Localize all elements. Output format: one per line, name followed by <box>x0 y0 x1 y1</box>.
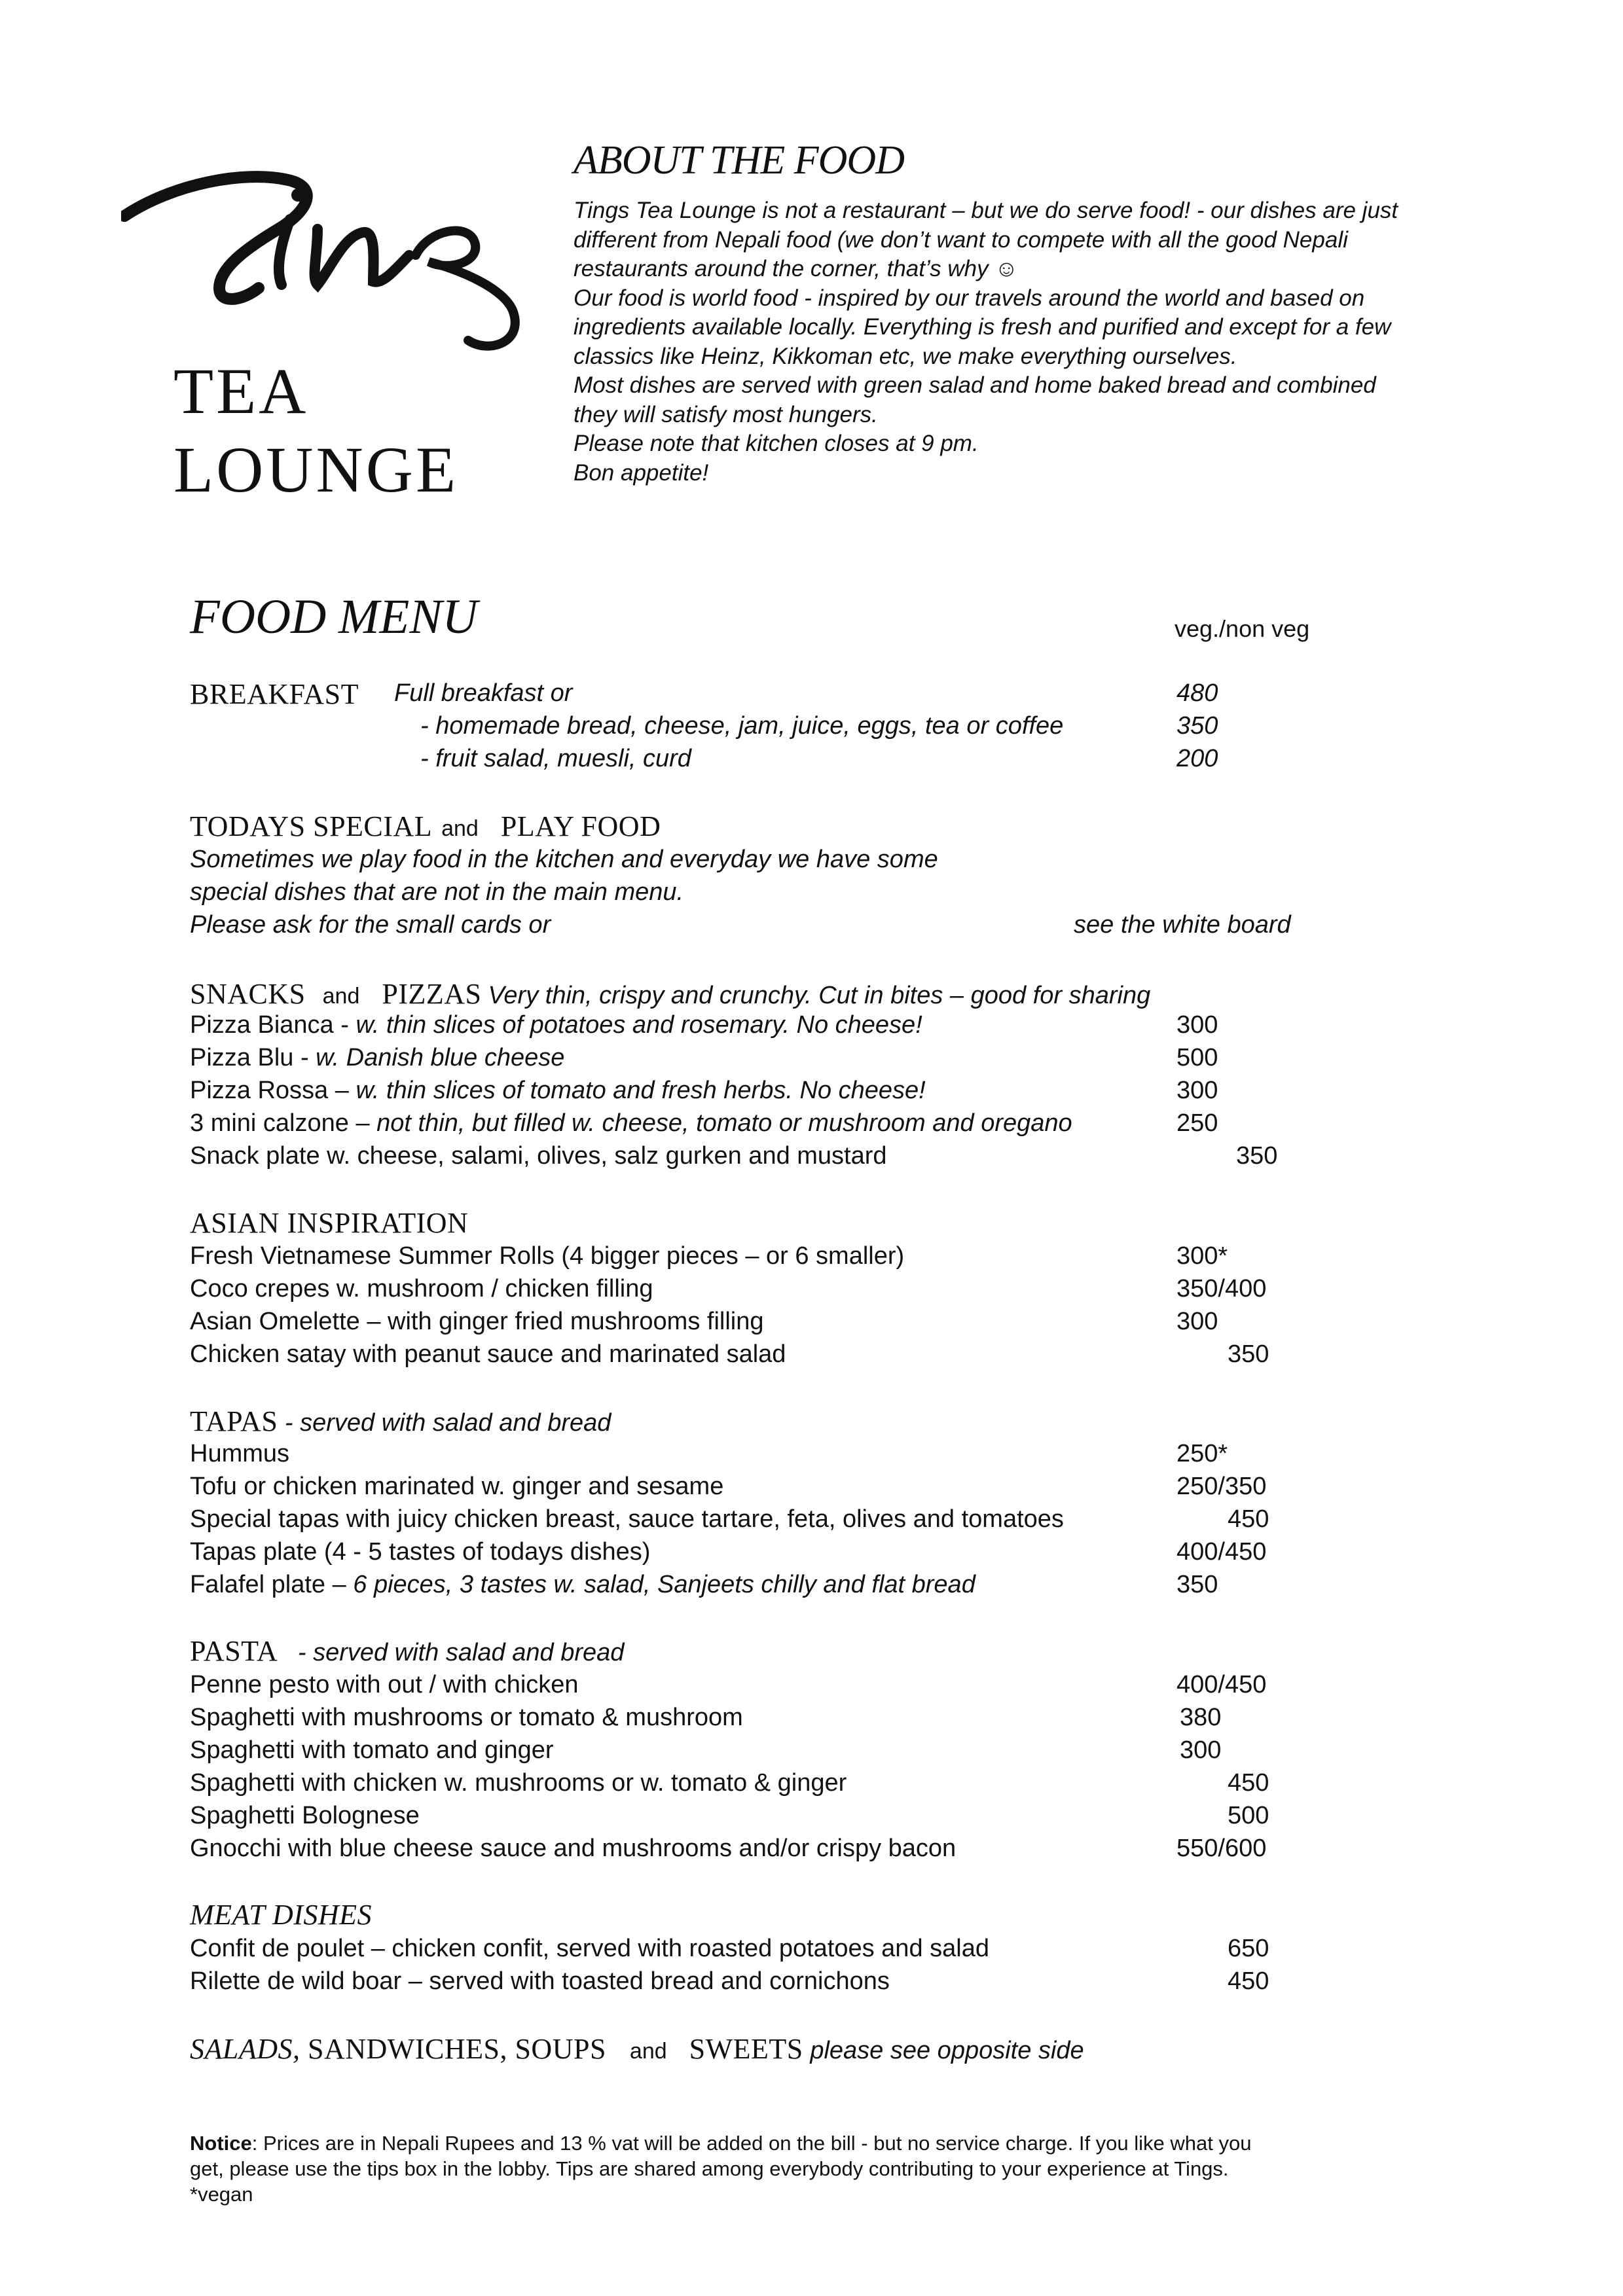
menu-item: Gnocchi with blue cheese sauce and mushrooms and/or crispy bacon <box>190 1835 957 1862</box>
menu-item: Asian Omelette – with ginger fried mushrooms filling <box>190 1308 764 1335</box>
meat-title: MEAT DISHES <box>190 1899 373 1931</box>
playfood-title: PLAY FOOD <box>500 810 661 842</box>
item-price: 450 <box>1228 1967 1269 1995</box>
menu-item <box>190 1538 650 1566</box>
item-price: 250/350 <box>1176 1473 1267 1500</box>
logo-tea-text: TEA <box>173 355 309 427</box>
sandwiches-soups-title: SANDWICHES, SOUPS <box>300 2033 606 2065</box>
menu-item: Spaghetti with tomato and ginger <box>190 1736 554 1764</box>
white-board-note: see the white board <box>1074 911 1291 939</box>
item-desc: w. thin slices of potatoes and rosemary. No cheese! <box>356 1011 922 1039</box>
about-line: Tings Tea Lounge is not a restaurant – but we do serve food! - our dishes are just <box>574 198 1398 223</box>
specials-line: Please ask for the small cards or <box>190 911 551 939</box>
item-name: Pizza Blu - <box>190 1044 316 1071</box>
item-name: Snack plate w. cheese, salami, olives, salz gurken and mustard <box>190 1142 887 1170</box>
opposite-side-note: please see opposite side <box>803 2037 1084 2064</box>
pasta-title: PASTA <box>190 1635 278 1667</box>
snacks-and: and <box>322 984 360 1009</box>
about-line: ingredients available locally. Everything is fresh and purified and except for a few <box>574 314 1391 340</box>
notice-text: : Prices are in Nepali Rupees and 13 % vat will be added on the bill - but no service charge. If you like what you <box>251 2132 1252 2155</box>
salads-title: SALADS, <box>190 2033 301 2065</box>
breakfast-price: 480 <box>1176 679 1218 707</box>
item-price: 300 <box>1180 1736 1222 1764</box>
about-line: Bon appetite! <box>574 459 709 486</box>
item-price: 500 <box>1228 1802 1269 1829</box>
menu-item: Coco crepes w. mushroom / chicken filling <box>190 1275 653 1302</box>
about-line: Please note that kitchen closes at 9 pm. <box>574 431 979 456</box>
snacks-title: SNACKS <box>190 978 306 1010</box>
tapas-title: TAPAS <box>190 1405 278 1437</box>
tapas-note: - served with salad and bread <box>278 1409 611 1437</box>
breakfast-item: - fruit salad, muesli, curd <box>420 745 691 772</box>
item-price: 350 <box>1236 1142 1278 1170</box>
menu-item <box>190 1011 922 1039</box>
menu-item <box>190 1109 1072 1138</box>
salads-sweets-line <box>190 2032 1084 2066</box>
notice-text: get, please use the tips box in the lobby. Tips are shared among everybody contributing to your experience at Tings. <box>190 2157 1229 2180</box>
item-name: Hummus <box>190 1440 290 1467</box>
item-price: 400/450 <box>1176 1538 1267 1566</box>
snacks-heading <box>190 977 1150 1011</box>
menu-item: Confit de poulet – chicken confit, served with roasted potatoes and salad <box>190 1935 989 1962</box>
item-price: 500 <box>1176 1044 1218 1071</box>
breakfast-price: 200 <box>1176 745 1218 772</box>
item-name: Tapas plate (4 - 5 tastes of todays dishes) <box>190 1538 651 1566</box>
item-price: 250 <box>1176 1109 1218 1137</box>
about-text <box>574 196 1490 488</box>
item-price: 350 <box>1176 1571 1218 1598</box>
pizzas-note: Very thin, crispy and crunchy. Cut in bites – good for sharing <box>488 982 1151 1009</box>
veg-nonveg-label: veg./non veg <box>1175 615 1310 642</box>
pasta-note: - served with salad and bread <box>291 1639 625 1666</box>
item-price: 250* <box>1176 1440 1228 1467</box>
item-price: 380 <box>1180 1704 1222 1731</box>
item-price: 300 <box>1176 1011 1218 1039</box>
item-name: Special tapas with juicy chicken breast, sauce tartare, feta, olives and tomatoes <box>190 1505 1064 1533</box>
menu-item: Spaghetti with mushrooms or tomato & mushroom <box>190 1704 743 1731</box>
tapas-heading <box>190 1405 611 1438</box>
item-name: Pizza Rossa – <box>190 1077 356 1104</box>
item-price: 650 <box>1228 1935 1269 1962</box>
menu-item: Rilette de wild boar – served with toasted bread and cornichons <box>190 1967 890 1995</box>
pizzas-title: PIZZAS <box>382 978 482 1010</box>
about-line: restaurants around the corner, that’s why ☺ <box>574 256 1019 281</box>
menu-item: Fresh Vietnamese Summer Rolls (4 bigger pieces – or 6 smaller) <box>190 1242 905 1270</box>
item-price: 450 <box>1228 1505 1269 1533</box>
item-name: Tofu or chicken marinated w. ginger and sesame <box>190 1473 724 1500</box>
breakfast-item: - homemade bread, cheese, jam, juice, eggs, tea or coffee <box>420 712 1064 740</box>
salads-and: and <box>629 2039 667 2064</box>
menu-item <box>190 1440 289 1468</box>
item-price: 400/450 <box>1176 1671 1267 1698</box>
breakfast-item: Full breakfast or <box>394 679 573 707</box>
menu-item: Spaghetti Bolognese <box>190 1802 420 1829</box>
logo-lounge-text: LOUNGE <box>173 433 459 506</box>
item-price: 350/400 <box>1176 1275 1267 1302</box>
about-line: classics like Heinz, Kikkoman etc, we make everything ourselves. <box>574 343 1237 369</box>
item-name: 3 mini calzone – <box>190 1109 377 1137</box>
asian-title: ASIAN INSPIRATION <box>190 1207 469 1239</box>
menu-item: Penne pesto with out / with chicken <box>190 1671 579 1698</box>
about-title: ABOUT THE FOOD <box>574 138 904 183</box>
item-price: 450 <box>1228 1769 1269 1797</box>
breakfast-title: BREAKFAST <box>190 678 359 710</box>
specials-heading <box>190 810 661 843</box>
item-price: 300 <box>1176 1308 1218 1335</box>
specials-line: Sometimes we play food in the kitchen and everyday we have some <box>190 846 938 873</box>
about-line: Our food is world food - inspired by our travels around the world and based on <box>574 285 1365 311</box>
item-desc: 6 pieces, 3 tastes w. salad, Sanjeets chilly and flat bread <box>353 1571 976 1598</box>
menu-item <box>190 1142 887 1170</box>
item-desc: not thin, but filled w. cheese, tomato or mushroom and oregano <box>376 1109 1072 1137</box>
menu-item <box>190 1571 976 1599</box>
menu-item <box>190 1077 926 1105</box>
item-name: Falafel plate – <box>190 1571 354 1598</box>
about-line: Most dishes are served with green salad and home baked bread and combined <box>574 372 1376 398</box>
item-price: 300 <box>1176 1077 1218 1104</box>
food-menu-title: FOOD MENU <box>190 590 478 644</box>
vegan-note: *vegan <box>190 2183 253 2206</box>
specials-title: TODAYS SPECIAL <box>190 810 433 842</box>
notice-label: Notice <box>190 2132 252 2155</box>
menu-item <box>190 1505 1064 1534</box>
item-price: 350 <box>1228 1340 1269 1368</box>
breakfast-price: 350 <box>1176 712 1218 740</box>
about-line: they will satisfy most hungers. <box>574 401 878 427</box>
sweets-title: SWEETS <box>689 2033 803 2065</box>
item-price: 550/600 <box>1176 1835 1267 1862</box>
item-desc: w. thin slices of tomato and fresh herbs. No cheese! <box>356 1077 926 1104</box>
pasta-heading <box>190 1634 624 1668</box>
item-price: 300* <box>1176 1242 1228 1270</box>
menu-item <box>190 1473 723 1501</box>
menu-item: Chicken satay with peanut sauce and marinated salad <box>190 1340 786 1368</box>
item-desc: w. Danish blue cheese <box>316 1044 565 1071</box>
specials-line: special dishes that are not in the main menu. <box>190 878 684 906</box>
item-name: Pizza Bianca - <box>190 1011 356 1039</box>
about-line: different from Nepali food (we don’t want to compete with all the good Nepali <box>574 226 1348 253</box>
menu-item: Spaghetti with chicken w. mushrooms or w. tomato & ginger <box>190 1769 847 1797</box>
notice <box>190 2130 1421 2207</box>
specials-and: and <box>441 816 479 841</box>
menu-item <box>190 1044 564 1072</box>
